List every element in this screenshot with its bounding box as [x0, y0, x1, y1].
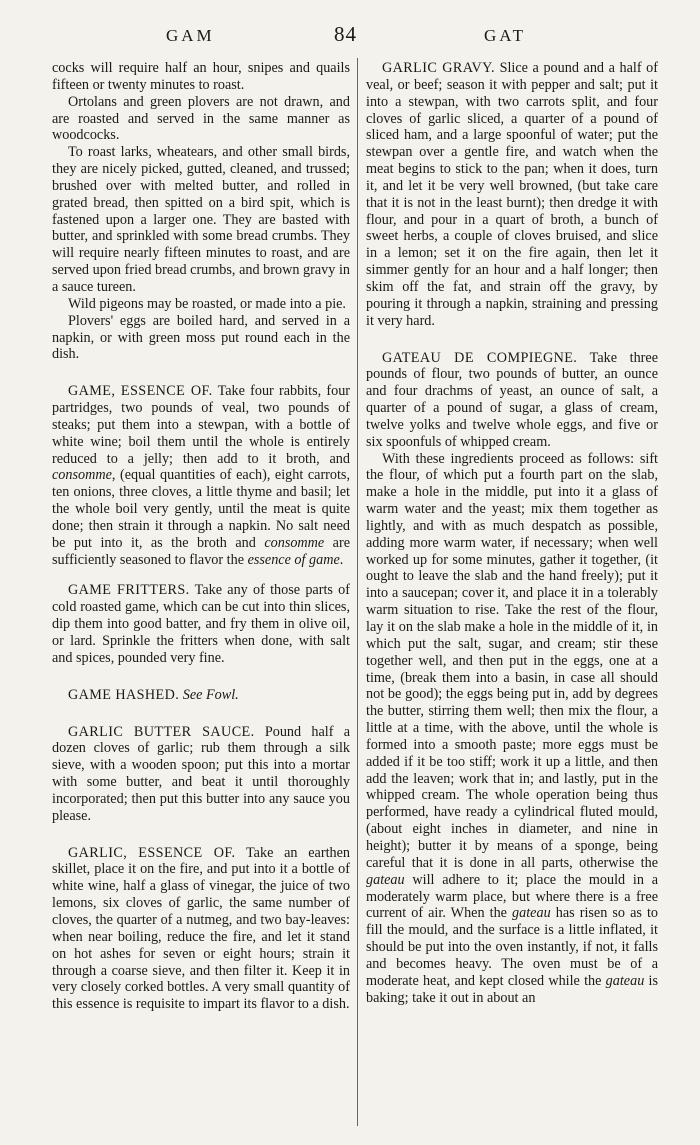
entry-garlic-gravy [366, 60, 658, 330]
entry-garlic-butter-sauce [52, 724, 350, 825]
entry-text: Take three pounds of flour, two pounds of butter, an ounce and four drachms of yeast, an ounce of salt, a quarter of a pound of sugar, a glass of cream, twelve yolks and twelve whole eggs, and five or six spoonfuls of whipped cream. [366, 349, 658, 450]
running-head [0, 22, 700, 46]
entry-text: is baking; take it out in about an [366, 972, 659, 1006]
entry-text: With these ingredients proceed as follows: sift the flour, of which put a fourth part on the slab, make a hole in the middle, put into it a glass of warm water and the yeast; mix them together as lightly, and with as much despatch as possible, adding more warm water, if necessary; when well worked up for some minutes, gather it together, (it ought to leave the slab and the hand freely); put it into a saucepan; cover it, and place it in a tolerably warm situation to rise. Take the rest of the flour, lay it on the slab make a hole in the middle of it, in which put the salt, sugar, and cream; stir these together well, and then put in the eggs, one at a time, (break them into a basin, in case all should not be good); the eggs being put in, add by degrees the butter, stirring them well; then mix the flour, a little at a time, with the above, until the whole is formed into a smooth paste; more eggs must be added if it be too stiff; work it up a little, and then add the leaven; work that in; and lastly, put in the whipped cream. The whole operation being thus performed, have ready a cylindrical fluted mould, (about eight inches in diameter, and nine in height); butter it by means of a sponge, being careful that it is done in all parts, otherwise the [366, 450, 658, 871]
paragraph: Ortolans and green plovers are not drawn, and are roasted and served in the same manner as woodcocks. [52, 93, 350, 144]
entry-text: Slice a pound and a half of veal, or beef; season it with pepper and salt; put it into a stewpan, with two carrots split, and four cloves of garlic sliced, a quarter of a pound of sliced ham, and a large spoonful of water; put the stewpan over a gentle fire, and watch when the meat begins to stick to the pan; when it does, turn it, and let it be very well browned, (but take care that it is not in the least burnt); then dredge it with flour, and pour in a quart of broth, a bunch of sweet herbs, a couple of cloves bruised, and slice in a lemon; set it on the fire again, then let it simmer gently for an hour and a half longer; then skim off the fat, and strain off the gravy, by pouring it through a napkin, straining and pressing it very hard. [366, 60, 658, 329]
entry-text: will adhere to it; place the mould in a moderately warm place, but where there is a free current of air. When the [366, 871, 658, 922]
entry-headword: GAME, ESSENCE OF. [68, 383, 213, 400]
column-divider [357, 58, 358, 1126]
entry-game-essence [52, 383, 350, 568]
running-head-right: GAT [484, 26, 527, 45]
entry-text: Take an earthen skillet, place it on the fire, and put into it a bottle of white wine, half a glass of vinegar, the juice of two lemons, six cloves of garlic, the same number of cloves, the quarter of a nutmeg, and two bay-leaves: when near boiling, reduce the fire, and let it stand on hot ashes for seven or eight hours; strain it through a coarse sieve, and then filter it. Keep it in very closely corked bottles. A very small quantity of this essence is requisite to impart its flavor to a dish. [52, 844, 350, 1013]
entry-text: . [339, 551, 344, 568]
entry-headword: GARLIC, ESSENCE OF. [68, 844, 236, 861]
entry-game-hashed [52, 687, 350, 704]
paragraph: cocks will require half an hour, snipes and quails fifteen or twenty minutes to roast. [52, 60, 350, 93]
entry-headword: GATEAU DE COMPIEGNE. [382, 349, 578, 366]
left-column [52, 60, 350, 1013]
entry-text: , (equal quantities of each), eight carrots, ten onions, three cloves, a little thyme and basil; let the whole boil very gently, until the meat is quite done; then strain it through a napkin. No salt need be put into it, as the broth and [52, 467, 350, 551]
italic-term: consomme [52, 467, 112, 484]
paragraph [52, 845, 350, 1013]
entry-game-continued [52, 60, 350, 363]
entry-headword: GAME HASHED. [68, 686, 180, 703]
italic-term: gateau [366, 871, 405, 888]
entry-headword: GAME FRITTERS. [68, 582, 190, 599]
paragraph: To roast larks, wheatears, and other small birds, they are nicely picked, gutted, cleaned, and trussed; brushed over with melted butter, and rolled in grated bread, then spitted on a bird spit, which is fastened upon a larger one. They are basted with butter, and sprinkled with some bread crumbs. They will require nearly fifteen minutes to roast, and are served upon fried bread crumbs, and brown gravy in a sauce tureen. [52, 144, 350, 295]
paragraph [52, 687, 350, 704]
page-number: 84 [334, 22, 357, 46]
paragraph: Plovers' eggs are boiled hard, and served in a napkin, or with green moss put round each in the dish. [52, 312, 350, 363]
right-column [366, 60, 658, 1006]
paragraph [52, 383, 350, 568]
italic-term: gateau [605, 972, 645, 989]
italic-term: essence of game [247, 551, 340, 568]
entry-text: Take any of those parts of cold roasted game, which can be cut into thin slices, dip them into good batter, and fry them in olive oil, or lard. Sprinkle the fritters when done, with salt and spices, pounded very fine. [52, 582, 350, 666]
entry-text: are sufficiently seasoned to flavor the [52, 534, 351, 568]
entry-headword: GARLIC GRAVY. [382, 60, 495, 76]
cross-reference: See Fowl. [182, 686, 239, 703]
entry-game-fritters [52, 582, 350, 666]
entry-text: has risen so as to fill the mould, and the surface is a little inflated, it should be put into the oven instantly, if not, it falls and becomes heavy. The oven must be of a moderate heat, and kept closed while the [366, 905, 658, 989]
paragraph [52, 582, 350, 666]
entry-text: Take four rabbits, four partridges, two pounds of veal, two pounds of steaks; put them into a stewpan, with a bottle of white wine; boil them until the whole is entirely reduced to a jelly; then add to it broth, and [52, 383, 351, 467]
paragraph [366, 350, 658, 451]
paragraph [366, 60, 658, 330]
paragraph [366, 451, 658, 1007]
entry-text: Pound half a dozen cloves of garlic; rub them through a silk sieve, with a wooden spoon; put this into a mortar with some butter, and beat it until thoroughly incorporated; then put this butter into any sauce you please. [52, 723, 350, 824]
entry-garlic-essence [52, 845, 350, 1013]
italic-term: gateau [512, 905, 551, 922]
italic-term: consomme [264, 534, 325, 551]
running-head-left: GAM [166, 26, 215, 45]
entry-headword: GARLIC BUTTER SAUCE. [68, 723, 255, 740]
paragraph: Wild pigeons may be roasted, or made into a pie. [68, 295, 346, 312]
paragraph [52, 724, 350, 825]
entry-gateau-de-compiegne [366, 350, 658, 1007]
